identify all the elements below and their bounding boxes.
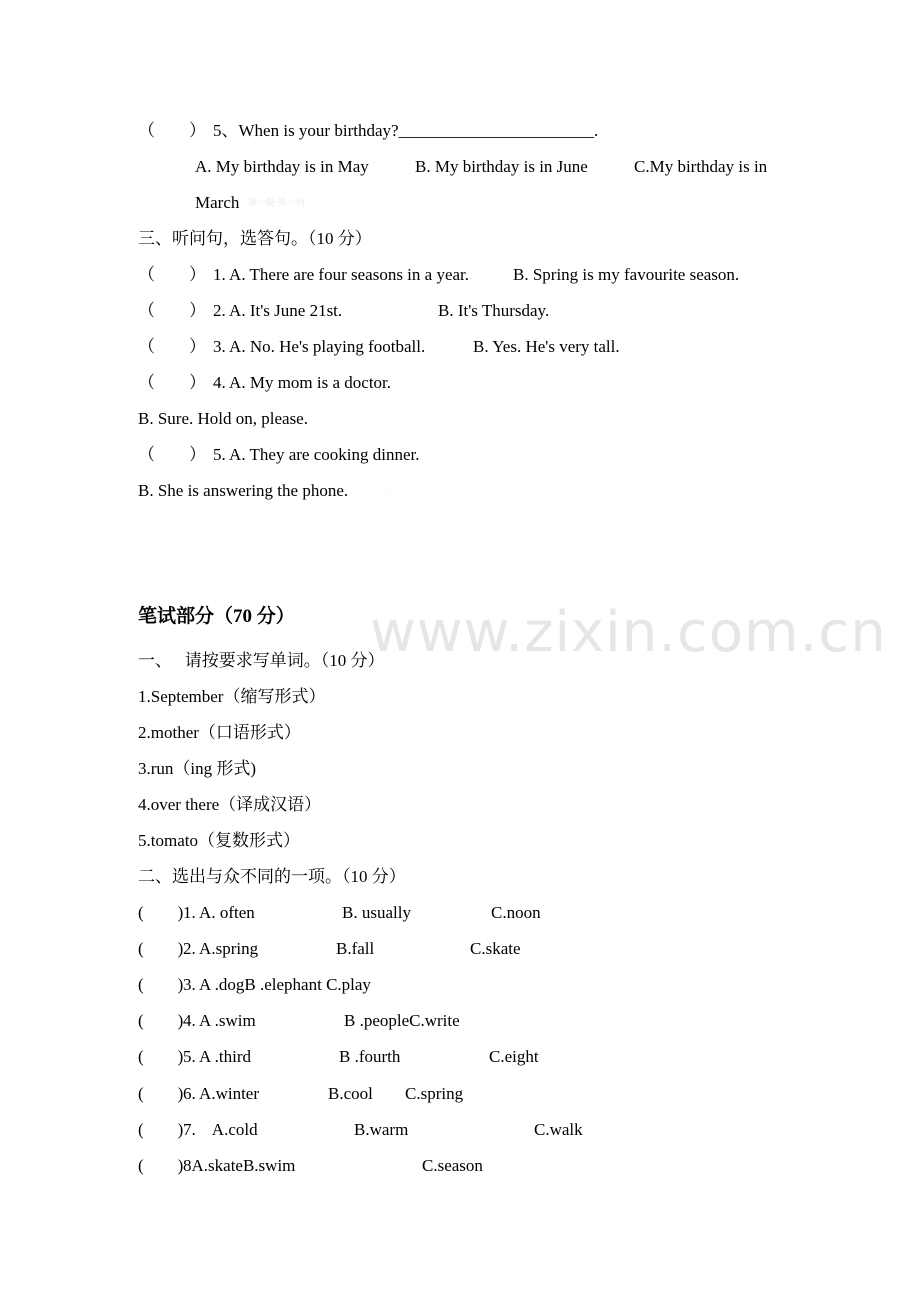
answer-paren: ( ): [138, 1120, 184, 1139]
option-a: 6. A.winter: [183, 1084, 260, 1103]
answer-paren: ( ): [138, 1084, 184, 1103]
word-item: 5.tomato（复数形式）: [138, 831, 300, 850]
option-b: B.fall: [336, 939, 375, 958]
section-title: 一、 请按要求写单词。（10 分）: [138, 651, 385, 670]
option-a: 7. A.cold: [183, 1120, 258, 1139]
option-a: 4. A .swim: [183, 1011, 256, 1030]
answer-paren: ( ): [138, 1011, 184, 1030]
answer-paren: （ ）: [138, 265, 206, 284]
answer-paren: ( ): [138, 975, 184, 994]
question-text: 5、When is your birthday?_______________________.: [213, 121, 599, 140]
option-a: 1. A. There are four seasons in a year.: [213, 265, 470, 284]
faint-mark: 第一题·第一问: [248, 198, 305, 208]
option-a: 5. A. They are cooking dinner.: [213, 445, 420, 464]
option-a: 4. A. My mom is a doctor.: [213, 373, 392, 392]
answer-paren: ( ): [138, 939, 184, 958]
option-c: C.My birthday is in: [634, 157, 768, 176]
option-a: A. My birthday is in May: [195, 157, 369, 176]
option-b: B. usually: [342, 903, 411, 922]
answer-paren: （ ）: [138, 373, 206, 392]
answer-paren: （ ）: [138, 445, 206, 464]
word-item: 4.over there（译成汉语）: [138, 795, 322, 814]
option-b: B .peopleC.write: [344, 1011, 460, 1030]
watermark: www.zixin.com.cn: [370, 600, 887, 665]
option-b: B .fourth: [339, 1047, 401, 1066]
option-b: B. Spring is my favourite season.: [513, 265, 740, 284]
written-part-title: 笔试部分（70 分）: [138, 606, 295, 627]
answer-paren: （ ）: [138, 121, 206, 140]
option-b: B.warm: [354, 1120, 409, 1139]
answer-paren: ( ): [138, 1156, 184, 1175]
section-title: 三、听问句，选答句。（10 分）: [138, 229, 372, 248]
section-title: 二、选出与众不同的一项。（10 分）: [138, 867, 406, 886]
word-item: 3.run（ing 形式): [138, 759, 257, 778]
option-b: B. My birthday is in June: [415, 157, 588, 176]
option-a: 3. A. No. He's playing football.: [213, 337, 426, 356]
option-b: C.season: [422, 1156, 483, 1175]
option-b: B. Yes. He's very tall.: [473, 337, 620, 356]
option-c-continued: March: [195, 193, 240, 212]
option-a: 1. A. often: [183, 903, 255, 922]
option-b: B. It's Thursday.: [438, 301, 550, 320]
word-item: 2.mother（口语形式）: [138, 723, 301, 742]
word-item: 1.September（缩写形式）: [138, 687, 326, 706]
option-a: 2. A. It's June 21st.: [213, 301, 343, 320]
option-c: C.skate: [470, 939, 521, 958]
answer-paren: ( ): [138, 1047, 184, 1066]
option-b: B. She is answering the phone.: [138, 481, 349, 500]
option-c: C.noon: [491, 903, 541, 922]
option-b: B. Sure. Hold on, please.: [138, 409, 308, 428]
option-a: 3. A .dogB .elephant C.play: [183, 975, 371, 994]
answer-paren: ( ): [138, 903, 184, 922]
answer-paren: （ ）: [138, 337, 206, 356]
option-a: 8A.skateB.swim: [183, 1156, 296, 1175]
option-c: C.walk: [534, 1120, 583, 1139]
faint-mark: · · · · ·: [372, 490, 398, 500]
option-a: 2. A.spring: [183, 939, 259, 958]
option-b: B.cool: [328, 1084, 373, 1103]
option-a: 5. A .third: [183, 1047, 252, 1066]
option-c: C.eight: [489, 1047, 539, 1066]
option-c: C.spring: [405, 1084, 464, 1103]
answer-paren: （ ）: [138, 301, 206, 320]
